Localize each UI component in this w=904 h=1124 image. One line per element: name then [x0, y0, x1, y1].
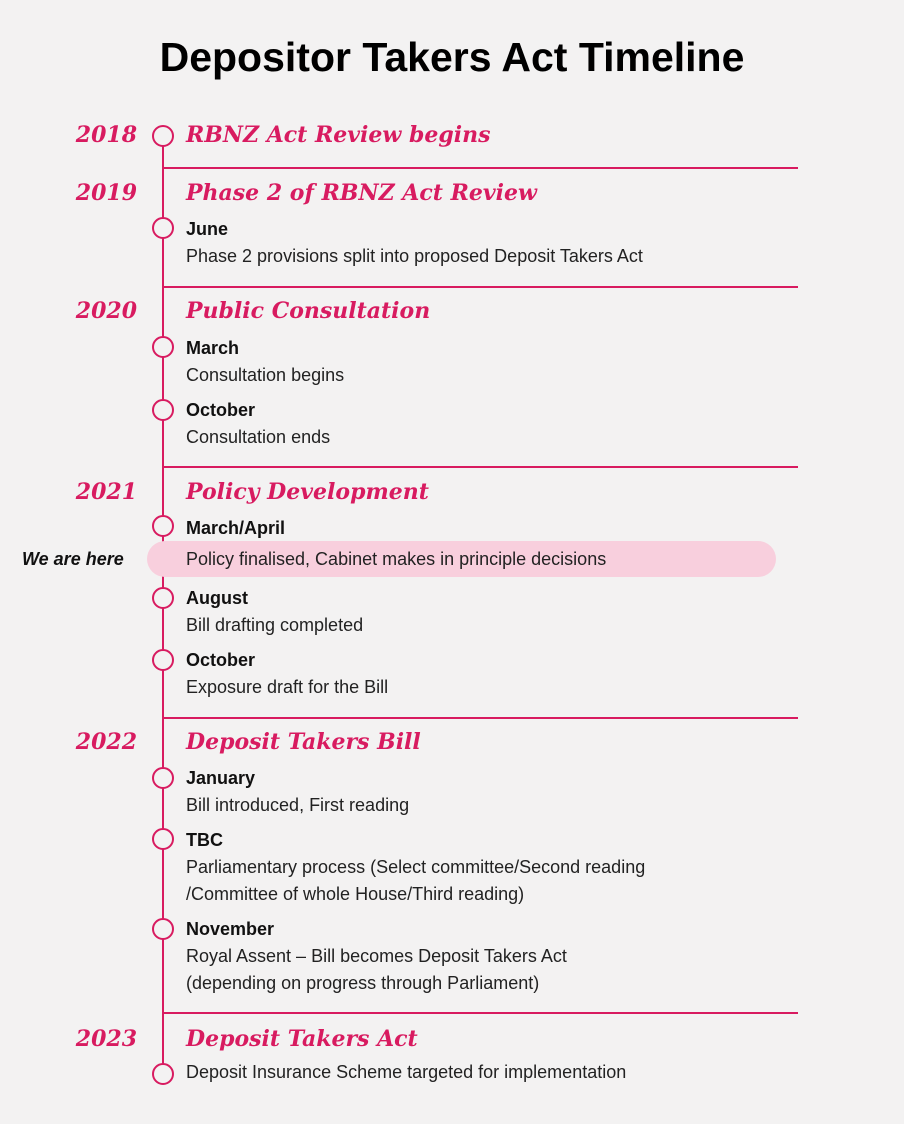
event-description: Consultation begins: [186, 365, 345, 385]
event-date: June: [186, 219, 229, 239]
event-description: Royal Assent – Bill becomes Deposit Takers Act (depending on progress through Parliament): [186, 946, 567, 993]
timeline-node-icon: [152, 1063, 174, 1085]
year-label: 2020: [75, 298, 137, 324]
event-description: Policy finalised, Cabinet makes in principle decisions: [186, 549, 607, 569]
event-date: October: [186, 400, 256, 420]
event-description: Deposit Insurance Scheme targeted for implementation: [186, 1062, 627, 1082]
event-date: March/April: [186, 518, 286, 538]
section-divider: [162, 286, 798, 288]
section-divider: [162, 717, 798, 719]
timeline-node-icon: [152, 217, 174, 239]
timeline-node-icon: [152, 918, 174, 940]
timeline-node-icon: [152, 515, 174, 537]
page-title: Depositor Takers Act Timeline: [159, 34, 745, 80]
timeline-node-icon: [152, 649, 174, 671]
year-label: 2023: [75, 1026, 137, 1052]
year-label: 2021: [75, 479, 137, 505]
timeline-node-icon: [152, 767, 174, 789]
phase-title: Deposit Takers Bill: [186, 729, 421, 755]
event-date: TBC: [186, 830, 223, 850]
year-label: 2019: [75, 180, 137, 206]
section-divider: [162, 1012, 798, 1014]
event-description: Consultation ends: [186, 427, 331, 447]
event-description: Phase 2 provisions split into proposed Deposit Takers Act: [186, 246, 643, 266]
event-date: March: [186, 338, 240, 358]
phase-title: Public Consultation: [186, 298, 431, 324]
event-date: August: [186, 588, 248, 608]
timeline-node-icon: [152, 828, 174, 850]
we-are-here-label: We are here: [22, 549, 124, 569]
event-date: January: [186, 768, 256, 788]
year-label: 2022: [75, 729, 137, 755]
phase-title: Phase 2 of RBNZ Act Review: [186, 180, 537, 206]
event-description: Exposure draft for the Bill: [186, 677, 389, 697]
timeline-node-icon: [152, 399, 174, 421]
event-description: Bill drafting completed: [186, 615, 364, 635]
timeline-node-icon: [152, 336, 174, 358]
section-divider: [162, 167, 798, 169]
event-description: Parliamentary process (Select committee/Second reading /Committee of whole House/Third reading): [186, 857, 646, 904]
timeline-node-icon: [152, 125, 174, 147]
phase-title: Deposit Takers Act: [186, 1026, 418, 1052]
timeline-node-icon: [152, 587, 174, 609]
event-date: November: [186, 919, 275, 939]
phase-title: RBNZ Act Review begins: [186, 122, 491, 148]
phase-title: Policy Development: [186, 479, 429, 505]
year-label: 2018: [75, 122, 137, 148]
event-date: October: [186, 650, 256, 670]
section-divider: [162, 466, 798, 468]
event-description: Bill introduced, First reading: [186, 795, 410, 815]
